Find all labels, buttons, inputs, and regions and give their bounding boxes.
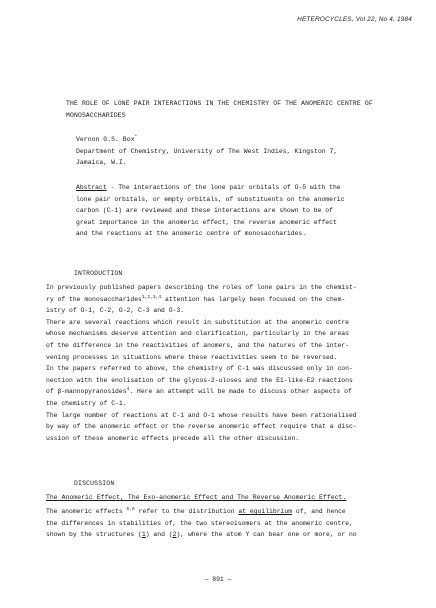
intro-line-13: by way of the anomeric effect or the reverse anomeric effect require that a disc- [46,423,357,431]
intro-line-10a: of β-mannopyranosides [46,388,127,396]
discussion-heading: DISCUSSION [74,480,115,487]
abstract-line-2: lone pair orbitals, or empty orbitals, of substituents on the anomeric [76,195,345,203]
abstract-text-1: - The interactions of the lone pair orbitals of O-5 with the [106,184,341,191]
discussion-body [46,506,396,541]
discussion-line-1c: of, and hence [292,508,346,515]
discussion-line-1a: The anomeric effects [46,508,127,515]
discussion-line-2: the differences in stabilities of, the two stereoisomers at the anomeric centre, [46,519,353,527]
author-name: Vernon G.S. Box [76,136,135,143]
structure-number-1: 1 [141,531,146,539]
page-number: — 891 — [204,576,232,583]
intro-line-11: the chemistry of C-1. [46,399,127,407]
intro-line-5: whose mechanisms deserve attention and clarification, particularly in the areas [46,330,349,338]
author-line [76,134,396,146]
running-head: HETEROCYCLES, Vol 22, No 4, 1984 [297,16,412,23]
abstract-line-1 [76,182,386,194]
introduction-heading: INTRODUCTION [74,270,123,277]
intro-line-3: istry of O-1, C-2, O-2, C-3 and O-3. [46,307,185,315]
paper-title: THE ROLE OF LONE PAIR INTERACTIONS IN THE CHEMISTRY OF THE ANOMERIC CENTRE OF MONOSACCHARIDES [66,100,373,119]
intro-line-2a: ry of the monosaccharides [46,295,142,303]
intro-line-7: vening processes in situations where these reactivities seem to be reversed. [46,353,338,361]
discussion-line-3b: ) and ( [145,531,173,539]
abstract [76,182,386,240]
affiliation-line-1: Department of Chemistry, University of The West Indies, Kingston 7, [76,147,338,155]
abstract-line-4: great importance in the anomeric effect, the reverse anomeric effect [76,218,337,226]
reference-marks: 5,6 [126,506,135,512]
intro-line-12: The large number of reactions at C-1 and O-1 whose results have been rationalised [46,411,357,419]
structure-number-2: 2 [172,531,177,539]
affiliation-line-2: Jamaica, W.I. [76,159,127,166]
discussion-line-1 [46,506,396,518]
emphasis-at-equilibrium: at equilibrium [238,508,293,515]
introduction-body [46,282,396,444]
intro-line-2 [46,294,396,306]
corresponding-author-mark: * [134,134,138,140]
intro-line-10b: . Here an attempt will be made to discuss other aspects of [129,388,352,396]
reference-mark: 4 [126,387,130,393]
intro-line-2b: attention has largely been focused on the chem- [161,295,346,303]
intro-line-9: nection with the enolisation of the glycos-2-uloses and the E1-like-E2 reactions [46,376,353,384]
intro-line-10 [46,386,396,398]
intro-line-4: There are several reactions which result in substitution at the anomeric centre [46,318,349,326]
intro-line-1: In previously published papers describing the roles of lone pairs in the chemist- [46,284,357,291]
discussion-line-3 [46,529,396,541]
abstract-line-5: and the reactions at the anomeric centre of monosaccharides. [76,230,307,238]
discussion-line-1b: refer to the distribution [134,508,239,515]
abstract-label: Abstract [76,184,107,191]
discussion-subheading: The Anomeric Effect, The Exo-anomeric Effect and The Reverse Anomeric Effect. [46,494,347,501]
intro-line-6: of the difference in the reactivities of anomers, and the natures of the inter- [46,341,349,349]
reference-marks: 1,2,3,4 [141,294,162,300]
author-block [76,134,396,169]
intro-line-14: ussion of these anomeric effects precede all the other discussion. [46,434,300,442]
intro-line-8: In the papers referred to above, the chemistry of C-1 was discussed only in con- [46,365,353,373]
discussion-line-3a: shown by the structures ( [46,531,142,539]
discussion-line-3c: ), where the atom Y can bear one or more, or no [176,531,357,539]
abstract-line-3: carbon (C-1) are reviewed and these interactions are shown to be of [76,207,333,215]
